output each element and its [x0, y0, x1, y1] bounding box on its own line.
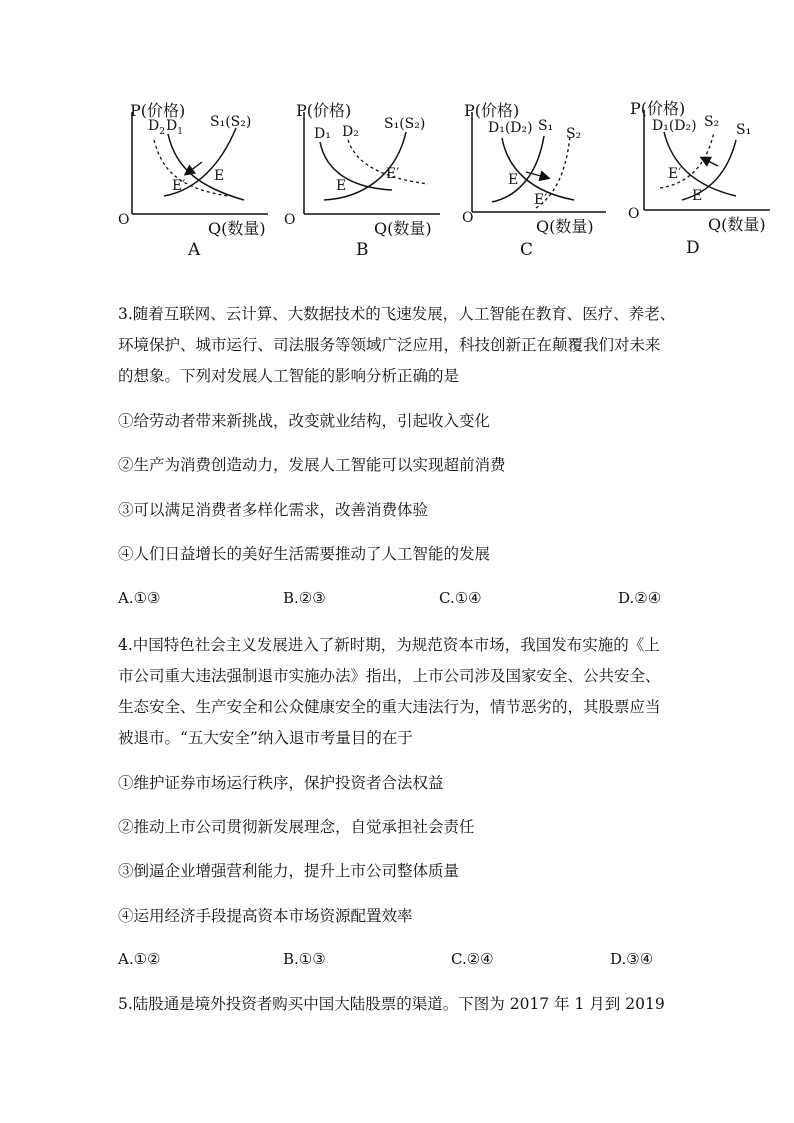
q3-item-1: ①给劳动者带来新挑战，改变就业结构，引起收入变化 — [118, 412, 491, 430]
q4-option-a[interactable]: A.①② — [118, 950, 161, 968]
q4-stem-line-3: 生态安全、生产安全和公众健康安全的重大违法行为，情节恶劣的，其股票应当 — [118, 698, 661, 716]
q4-item-1: ①维护证券市场运行秩序，保护投资者合法权益 — [118, 774, 444, 792]
graph-a — [118, 92, 288, 262]
q5-stem-line-1: 5.陆股通是境外投资者购买中国大陆股票的渠道。下图为 2017 年 1 月到 2019 — [118, 995, 665, 1013]
q4-option-c[interactable]: C.②④ — [451, 950, 494, 968]
q4-stem-line-2: 市公司重大违法强制退市实施办法》指出，上市公司涉及国家安全、公共安全、 — [118, 667, 661, 685]
graph-d-s2-label: S₂ — [704, 114, 720, 130]
graph-a-letter: A — [188, 240, 201, 260]
q4-option-d[interactable]: D.③④ — [610, 950, 654, 968]
q3-item-3: ③可以满足消费者多样化需求，改善消费体验 — [118, 501, 429, 519]
graph-d-letter: D — [686, 238, 700, 258]
q3-option-d[interactable]: D.②④ — [618, 589, 662, 607]
graph-c-origin: O — [462, 210, 474, 226]
supply-demand-graphs — [0, 0, 794, 270]
graph-d-e-label: E — [692, 188, 703, 204]
q3-item-4: ④人们日益增长的美好生活需要推动了人工智能的发展 — [118, 545, 491, 563]
q3-stem-line-1: 3.随着互联网、云计算、大数据技术的飞速发展，人工智能在教育、医疗、养老、 — [118, 305, 676, 323]
graph-b-d2-label: D₂ — [342, 124, 359, 140]
graph-d — [624, 92, 794, 262]
graph-a-s-label: S₁(S₂) — [210, 114, 252, 130]
q3-option-b[interactable]: B.②③ — [283, 589, 326, 607]
graph-a-d1-label: $D_1$ — [166, 118, 183, 137]
graph-a-e2-label: E′ — [172, 178, 186, 194]
q4-item-4: ④运用经济手段提高资本市场资源配置效率 — [118, 907, 413, 925]
graph-a-p-label: P(价格) — [130, 101, 186, 120]
graph-d-q-label: Q(数量) — [708, 215, 766, 234]
graph-b-letter: B — [356, 240, 369, 260]
q3-option-a[interactable]: A.①③ — [118, 589, 161, 607]
q3-option-c[interactable]: C.①④ — [439, 589, 482, 607]
graph-a-q-label: Q(数量) — [208, 219, 266, 238]
graph-c-d-label: D₁(D₂) — [488, 120, 533, 136]
graph-b-e-label: E — [336, 178, 347, 194]
graph-b — [284, 92, 462, 262]
graph-d-s1-label: S₁ — [736, 122, 752, 138]
q3-stem-line-3: 的想象。下列对发展人工智能的影响分析正确的是 — [118, 367, 460, 385]
graph-a-e-label: E — [214, 168, 225, 184]
graph-d-origin: O — [628, 206, 640, 222]
graph-b-s-label: S₁(S₂) — [384, 116, 426, 132]
graph-c — [458, 92, 628, 262]
q4-item-2: ②推动上市公司贯彻新发展理念，自觉承担社会责任 — [118, 818, 475, 836]
q3-stem-line-2: 环境保护、城市运行、司法服务等领域广泛应用，科技创新正在颠覆我们对未来 — [118, 336, 661, 354]
graph-b-d1-label: D₁ — [314, 126, 331, 142]
q4-stem-line-1: 4.中国特色社会主义发展进入了新时期，为规范资本市场，我国发布实施的《上 — [118, 636, 660, 654]
graph-c-e2-label: E′ — [534, 192, 548, 208]
graph-a-d2-label: $D_2$ — [148, 118, 165, 137]
graph-d-e2-label: E′ — [668, 166, 682, 182]
q3-item-2: ②生产为消费创造动力，发展人工智能可以实现超前消费 — [118, 456, 506, 474]
q4-item-3: ③倒逼企业增强营利能力，提升上市公司整体质量 — [118, 862, 460, 880]
graph-c-q-label: Q(数量) — [536, 217, 594, 236]
graph-c-e-label: E — [508, 172, 519, 188]
graph-b-e2-label: E′ — [386, 166, 400, 182]
q4-stem-line-4: 被退市。“五大安全”纳入退市考量目的在于 — [118, 729, 413, 747]
graph-c-p-label: P(价格) — [464, 101, 520, 120]
graph-b-origin: O — [284, 212, 296, 228]
graph-c-letter: C — [520, 240, 534, 260]
graph-b-q-label: Q(数量) — [374, 219, 432, 238]
graph-b-p-label: P(价格) — [296, 101, 352, 120]
q4-option-b[interactable]: B.①③ — [283, 950, 326, 968]
graph-a-origin: O — [118, 212, 130, 228]
graph-d-p-label: P(价格) — [630, 99, 686, 118]
graph-d-d-label: D₁(D₂) — [652, 118, 697, 134]
graph-c-s1-label: S₁ — [538, 118, 554, 134]
graph-c-s2-label: S₂ — [566, 126, 582, 142]
